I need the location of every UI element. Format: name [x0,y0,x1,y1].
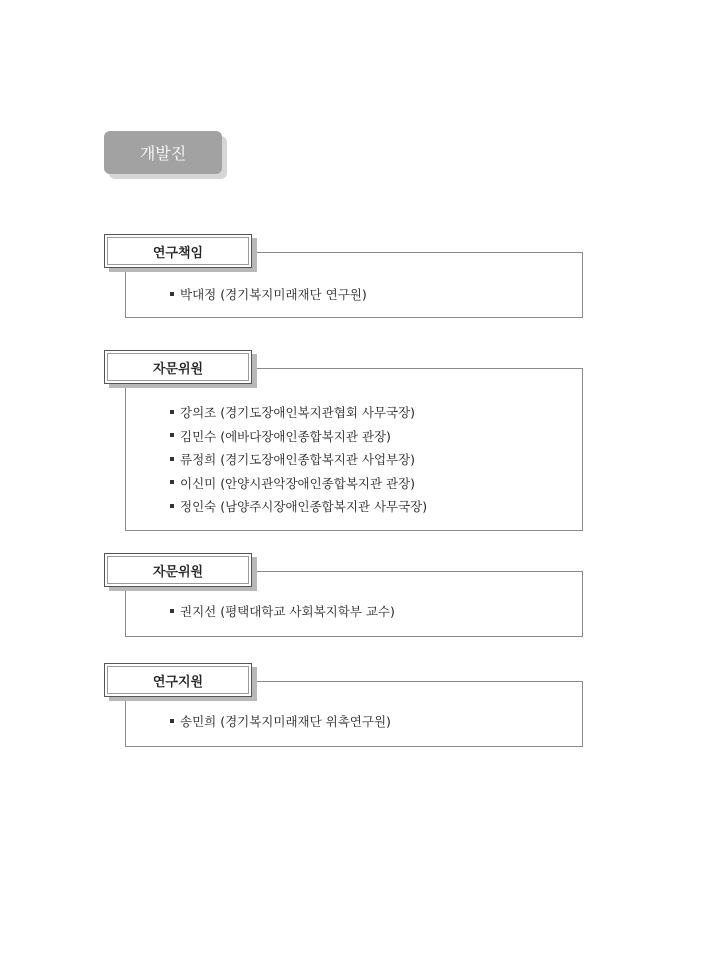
bullet-icon [170,292,174,296]
member-text: 이신미 (안양시관악장애인종합복지관 관장) [180,475,416,491]
member-text: 강의조 (경기도장애인복지관협회 사무국장) [180,405,416,420]
section-label: 자문위원 [104,553,252,587]
list-item [170,495,427,519]
bullet-icon [170,719,174,723]
list-item [170,448,427,472]
bullet-icon [170,480,174,484]
member-text: 류정희 (경기도장애인종합복지관 사업부장) [180,452,416,467]
list-item [170,472,427,496]
member-list [170,710,391,734]
member-list [170,600,395,624]
member-list [170,401,427,519]
bullet-icon [170,457,174,461]
section-label: 연구지원 [104,663,252,697]
list-item [170,600,395,624]
list-item [170,710,391,734]
section-label: 자문위원 [104,350,252,384]
list-item [170,283,367,307]
member-text: 송민희 (경기복지미래재단 위촉연구원) [180,714,391,729]
section-label: 연구책임 [104,234,252,268]
bullet-icon [170,433,174,437]
section-box [125,368,583,531]
member-list [170,283,367,307]
member-text: 김민수 (에바다장애인종합복지관 관장) [180,428,391,444]
bullet-icon [170,609,174,613]
page-title: 개발진 [104,131,222,174]
member-text: 박대정 (경기복지미래재단 연구원) [180,287,367,302]
bullet-icon [170,504,174,508]
list-item [170,401,427,425]
bullet-icon [170,410,174,414]
member-text: 권지선 (평택대학교 사회복지학부 교수) [180,604,395,619]
member-text: 정인숙 (남양주시장애인종합복지관 사무국장) [180,499,428,514]
list-item [170,425,427,449]
